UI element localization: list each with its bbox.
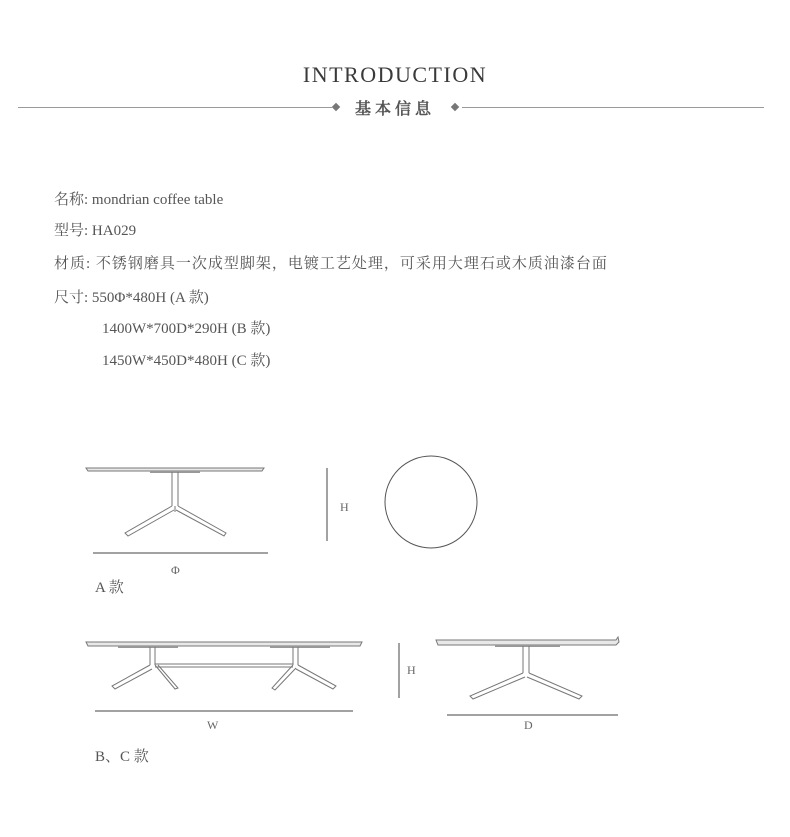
- spec-name-label: 名称:: [54, 192, 89, 208]
- spec-size-b: 1400W*700D*290H (B 款): [102, 321, 271, 337]
- bc-depth-label: D: [524, 718, 533, 732]
- spec-model-value: HA029: [91, 223, 137, 239]
- a-height-label: H: [340, 500, 349, 514]
- spec-material-label: 材质:: [54, 256, 92, 272]
- a-diameter-label: Φ: [171, 563, 180, 577]
- spec-size-label: 尺寸:: [54, 290, 89, 306]
- spec-material-value: 不锈钢磨具一次成型脚架，电镀工艺处理，可采用大理石或木质油漆台面: [95, 256, 608, 272]
- section-subtitle: 基本信息: [354, 99, 435, 118]
- spec-model-label: 型号:: [54, 223, 89, 239]
- bc-width-label: W: [207, 718, 219, 732]
- spec-size-c: 1450W*450D*480H (C 款): [102, 353, 271, 369]
- bc-variant-label: B、C 款: [95, 749, 149, 765]
- bc-height-label: H: [407, 663, 416, 677]
- page-title: INTRODUCTION: [302, 62, 488, 87]
- a-variant-label: A 款: [95, 580, 124, 596]
- spec-size-a: 550Φ*480H (A 款): [91, 290, 209, 306]
- spec-name-value: mondrian coffee table: [91, 192, 224, 208]
